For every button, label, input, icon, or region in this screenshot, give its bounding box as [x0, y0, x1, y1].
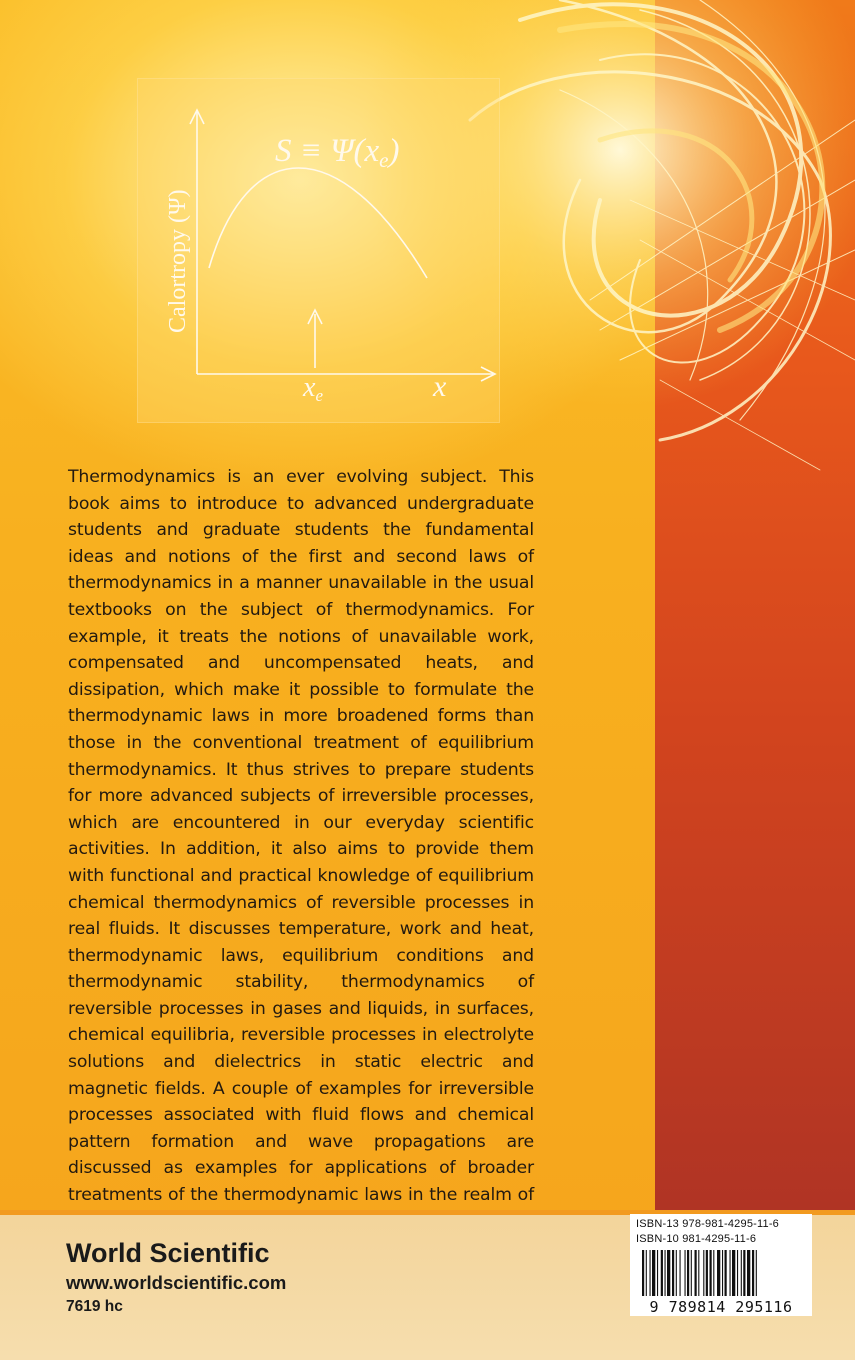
publisher-website: www.worldscientific.com [66, 1272, 287, 1293]
y-axis-label: Calortropy (Ψ) [165, 189, 191, 333]
book-description: Thermodynamics is an ever evolving subject. This book aims to introduce to advanced undergraduate students and graduate students the fundamental ideas and notions of the first and second laws of thermodynamics in a manner unavailable in the usual textbooks on the subject of thermodynamics. For example, it treats the notions of unavailable work, compensated and uncompensated heats, and dissipation, which make it possible to formulate the thermodynamic laws in more broadened forms than those in the conventional treatment of equilibrium thermodynamics. It thus strives to prepare students for more advanced subjects of irreversible processes, which are encountered in our everyday scientific activities. In addition, it also aims to provide them with functional and practical knowledge of equilibrium chemical thermodynamics of reversible processes in real fluids. It discusses temperature, work and heat, thermodynamic laws, equilibrium conditions and thermodynamic stability, thermodynamics of reversible processes in gases and liquids, in surfaces, chemical equilibria, reversible processes in electrolyte solutions and dielectrics in static electric and magnetic fields. A couple of examples for irreversible processes associated with fluid flows and chemical pattern formation and wave propagations are discussed as examples for applications of broader treatments of the thermodynamic laws in the realm of [68, 467, 534, 1206]
x-axis-label: x [433, 370, 447, 403]
xe-marker-label: xe [303, 372, 323, 405]
isbn10-label: ISBN-10 981-4295-11-6 [636, 1233, 757, 1245]
barcode-bars [636, 1250, 806, 1298]
calortropy-diagram [137, 78, 500, 423]
isbn13-label: ISBN-13 978-981-4295-11-6 [636, 1218, 779, 1230]
calortropy-curve [209, 168, 427, 278]
barcode-digits: 9 789814 295116 [649, 1298, 793, 1316]
barcode-block [630, 1214, 812, 1316]
equation: S ≡ Ψ(xe) [275, 133, 400, 172]
figure-panel [137, 78, 500, 423]
catalog-code: 7619 hc [66, 1298, 123, 1315]
publisher-name: World Scientific [66, 1238, 270, 1268]
